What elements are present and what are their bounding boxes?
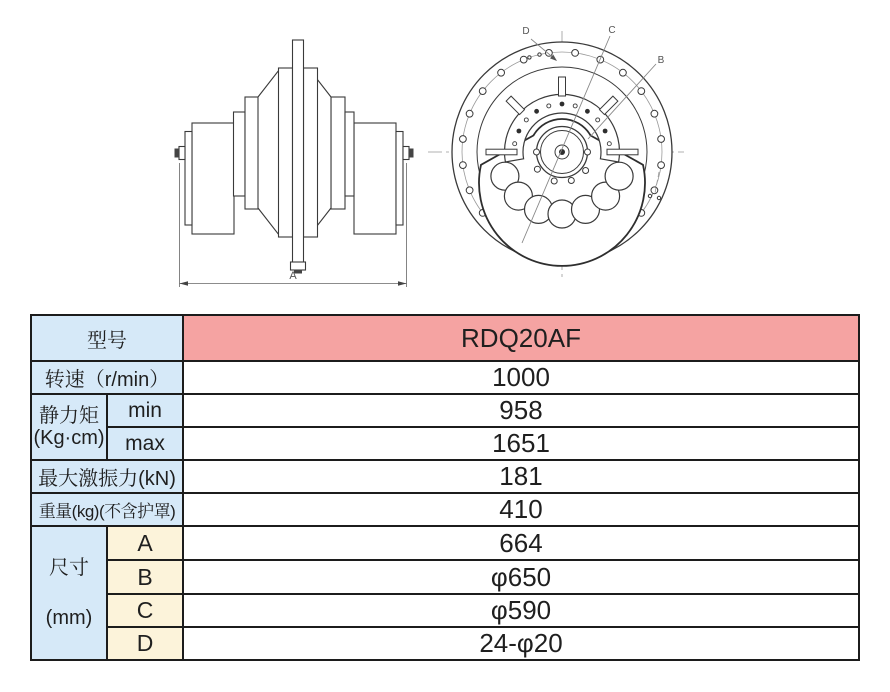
table-row-dim-c: [31, 594, 859, 627]
front-view-label-d: D: [522, 26, 530, 37]
dim-value-b: φ650: [183, 560, 859, 594]
table-row-dim-b: [31, 560, 859, 594]
front-view-label-b: B: [657, 55, 665, 66]
dim-value-a: 664: [183, 526, 859, 560]
weight-value: 410: [183, 493, 859, 526]
dimensions-label: 尺寸 (mm): [31, 526, 107, 660]
dim-key-b: B: [107, 560, 183, 594]
technical-drawings: [0, 0, 890, 310]
grease-fitting-left: [175, 149, 180, 158]
dim-value-c: φ590: [183, 594, 859, 627]
spec-table: [30, 314, 860, 661]
side-view-dim-label-a: A: [289, 270, 297, 282]
max-force-value: 181: [183, 460, 859, 493]
front-view-label-c: C: [608, 25, 616, 36]
dim-arrow-right: [398, 281, 407, 286]
table-row-static-moment-min: [31, 394, 859, 427]
speed-value: 1000: [183, 361, 859, 394]
dim-arrow-left: [180, 281, 189, 286]
side-view-drawing: [175, 40, 414, 274]
table-row-max-force: [31, 460, 859, 493]
static-moment-min-label: min: [107, 394, 183, 427]
dim-key-a: A: [107, 526, 183, 560]
table-row-dim-d: [31, 627, 859, 660]
table-row-model: [31, 315, 859, 361]
table-row-weight: [31, 493, 859, 526]
static-moment-max-label: max: [107, 427, 183, 460]
weight-label: 重量(kg)(不含护罩): [31, 493, 183, 526]
model-label: 型号: [31, 315, 183, 361]
grease-fitting-right: [409, 149, 414, 158]
table-row-static-moment-max: [31, 427, 859, 460]
model-value: RDQ20AF: [183, 315, 859, 361]
static-moment-min-value: 958: [183, 394, 859, 427]
table-row-dim-a: [31, 526, 859, 560]
dim-key-c: C: [107, 594, 183, 627]
table-row-speed: [31, 361, 859, 394]
static-moment-max-value: 1651: [183, 427, 859, 460]
max-force-label: 最大激振力(kN): [31, 460, 183, 493]
dim-key-d: D: [107, 627, 183, 660]
speed-label: 转速（r/min）: [31, 361, 183, 394]
front-view-drawing: [428, 25, 684, 277]
dim-value-d: 24-φ20: [183, 627, 859, 660]
static-moment-label: 静力矩 (Kg·cm): [31, 394, 107, 460]
